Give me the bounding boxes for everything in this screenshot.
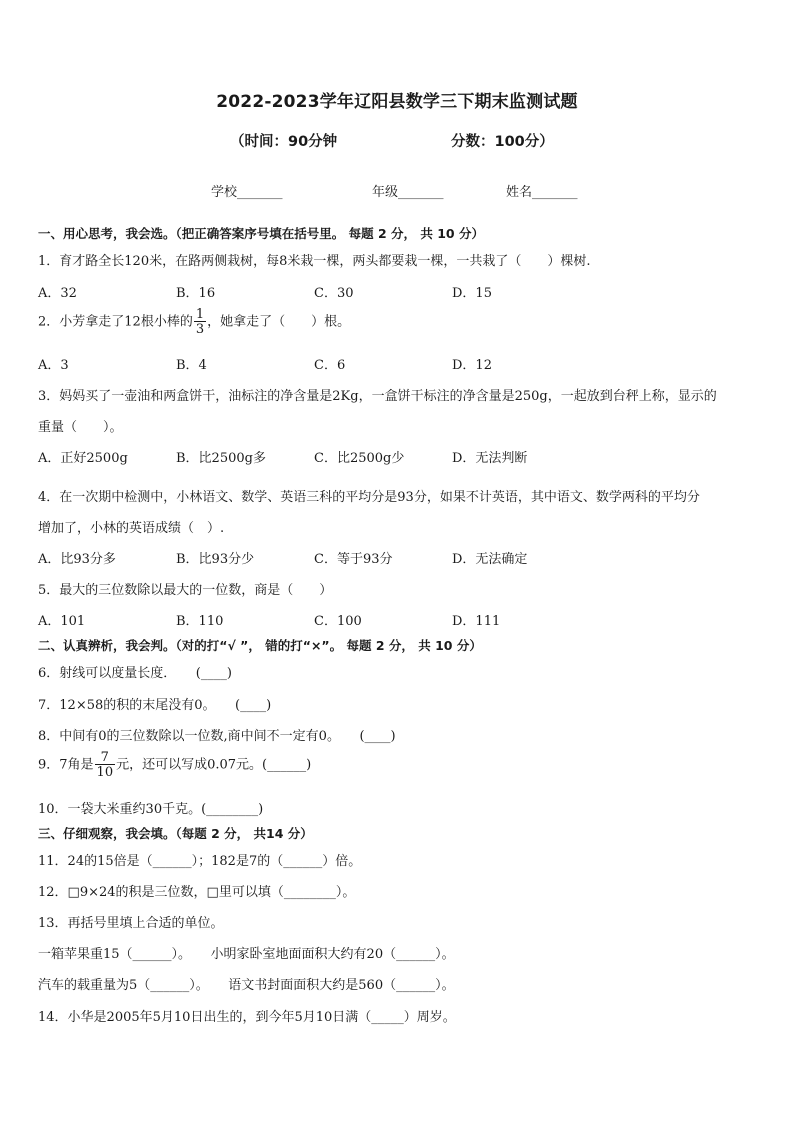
fraction-denominator: 3 <box>195 322 205 337</box>
school-field: 学校_______ <box>211 185 283 200</box>
question-11: 11．24的15倍是（______）；182是7的（______）倍。 <box>38 854 362 869</box>
question-10: 10．一袋大米重约30千克。(________) <box>38 802 264 817</box>
question-3-line-1: 3．妈妈买了一壶油和两盒饼干，油标注的净含量是2Kg，一盒饼干标注的净含量是250g，一起放到台秤上称，显示的 <box>38 389 717 404</box>
question-9 <box>38 751 311 779</box>
question-12: 12．□9×24的积是三位数，□里可以填（________）。 <box>38 885 356 900</box>
q4-option-d: D．无法确定 <box>452 552 528 567</box>
question-14: 14．小华是2005年5月10日出生的，到今年5月10日满（_____）周岁。 <box>38 1010 456 1025</box>
q4-option-a: A．比93分多 <box>38 552 116 567</box>
q1-option-d: D．15 <box>452 286 492 301</box>
question-13: 13．再括号里填上合适的单位。 <box>38 916 224 931</box>
question-4-line-1: 4．在一次期中检测中，小林语文、数学、英语三科的平均分是93分，如果不计英语，其中语文、数学两科的平均分 <box>38 490 700 505</box>
question-1: 1．育才路全长120米，在路两侧栽树，每8米栽一棵，两头都要栽一棵，一共栽了（ ）棵树. <box>38 254 591 269</box>
page-title: 2022-2023学年辽阳县数学三下期末监测试题 <box>216 92 578 112</box>
fraction-numerator: 7 <box>95 751 116 765</box>
question-4-line-2: 增加了，小林的英语成绩（ ）. <box>38 521 225 536</box>
q3-option-c: C．比2500g少 <box>314 451 405 466</box>
q3-option-a: A．正好2500g <box>38 451 128 466</box>
question-5: 5．最大的三位数除以最大的一位数，商是（ ） <box>38 583 333 598</box>
q2-option-b: B．4 <box>176 358 207 373</box>
fraction-denominator: 10 <box>96 765 114 780</box>
q9-text-before: 9．7角是 <box>38 757 94 773</box>
section-1-heading: 一、用心思考，我会选。（把正确答案序号填在括号里。 每题 2 分， 共 10 分） <box>38 226 484 241</box>
name-field: 姓名_______ <box>506 185 578 200</box>
grade-field: 年级_______ <box>372 185 444 200</box>
fraction-one-third <box>194 308 206 336</box>
q9-text-after: 元，还可以写成0.07元。(______) <box>116 757 312 773</box>
fraction-seven-tenths <box>95 751 116 779</box>
q3-option-b: B．比2500g多 <box>176 451 266 466</box>
q5-option-c: C．100 <box>314 614 362 629</box>
question-8: 8．中间有0的三位数除以一位数,商中间不一定有0。 (____) <box>38 729 396 744</box>
question-13-part-a: 一箱苹果重15（______）。 小明家卧室地面面积大约有20（______）。 <box>38 947 455 962</box>
q5-option-b: B．110 <box>176 614 224 629</box>
q4-option-c: C．等于93分 <box>314 552 393 567</box>
q5-option-a: A．101 <box>38 614 86 629</box>
q2-option-a: A．3 <box>38 358 69 373</box>
q2-text-after: ，她拿走了（ ）根。 <box>207 314 351 330</box>
q1-option-b: B．16 <box>176 286 216 301</box>
fraction-numerator: 1 <box>195 307 205 322</box>
question-6: 6．射线可以度量长度． (____) <box>38 666 232 681</box>
q3-option-d: D．无法判断 <box>452 451 528 466</box>
question-3-line-2: 重量（ ）。 <box>38 420 123 435</box>
q5-option-d: D．111 <box>452 614 501 629</box>
q1-option-c: C．30 <box>314 286 354 301</box>
question-13-part-b: 汽车的载重量为5（______）。 语文书封面面积大约是560（______）。 <box>38 978 455 993</box>
question-7: 7．12×58的积的末尾没有0。 (____) <box>38 698 272 713</box>
exam-score: 分数：100分） <box>451 134 554 150</box>
q2-option-d: D．12 <box>452 358 492 373</box>
q1-option-a: A．32 <box>38 286 77 301</box>
section-2-heading: 二、认真辨析，我会判。（对的打“√ ”， 错的打“×”。 每题 2 分， 共 10 分） <box>38 638 482 653</box>
section-3-heading: 三、仔细观察，我会填。（每题 2 分， 共14 分） <box>38 826 313 841</box>
q2-text-before: 2．小芳拿走了12根小棒的 <box>38 314 193 330</box>
q4-option-b: B．比93分少 <box>176 552 255 567</box>
exam-time: （时间：90分钟 <box>230 134 338 150</box>
question-2 <box>38 308 350 336</box>
q2-option-c: C．6 <box>314 358 346 373</box>
